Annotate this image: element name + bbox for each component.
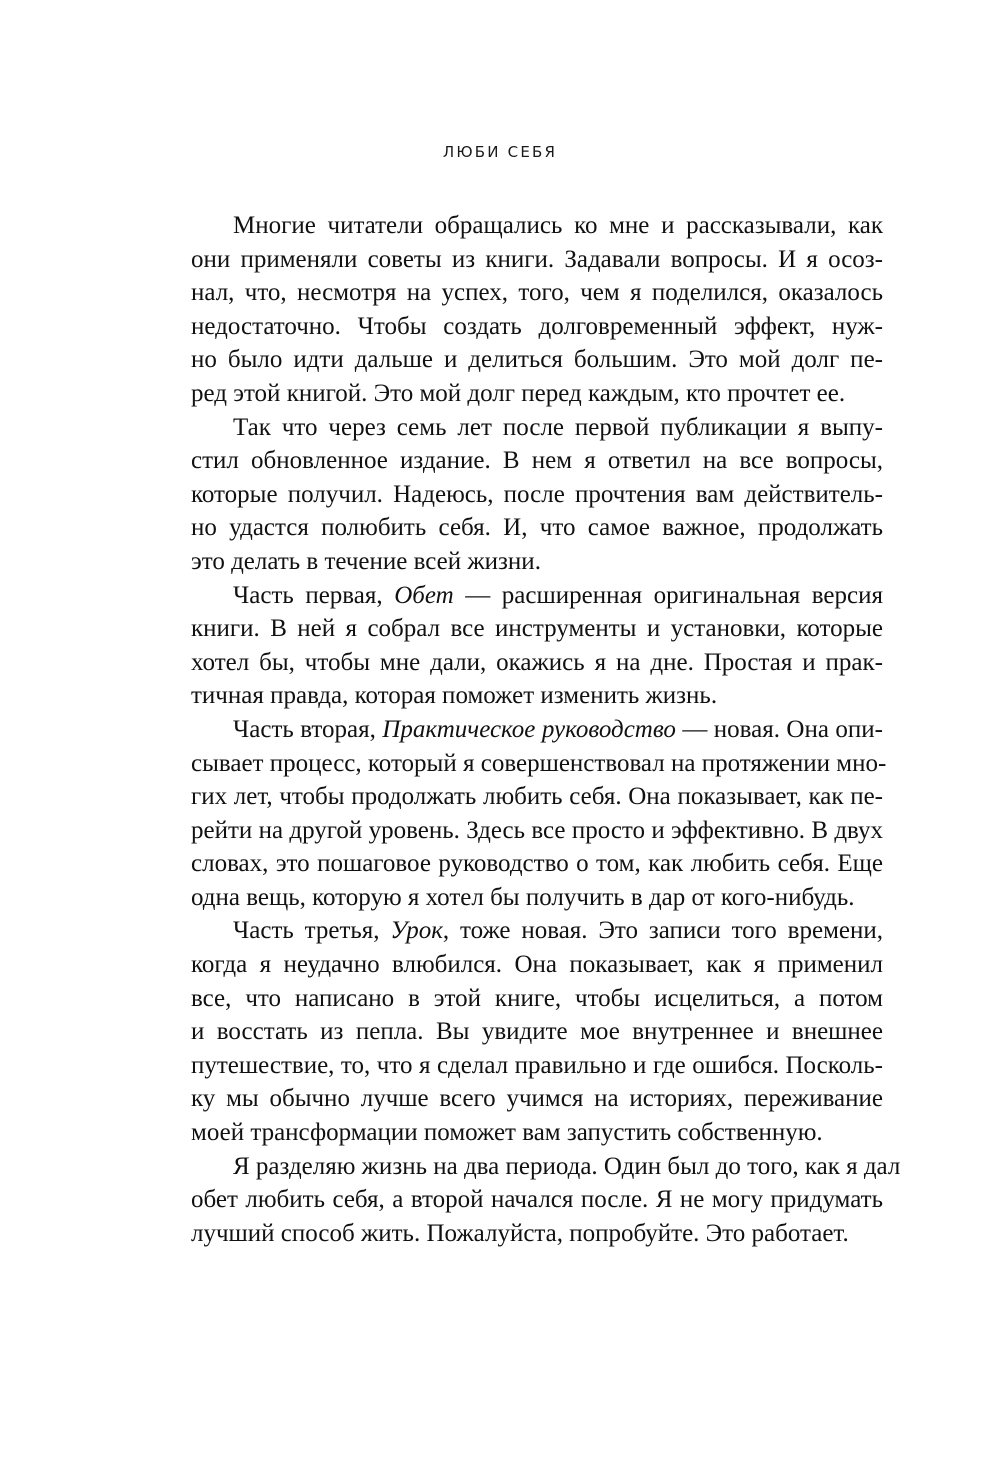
paragraph-first-line [191, 579, 883, 613]
text-line: когда я неудачно влюбился. Она показывает, как я применил [191, 951, 883, 979]
paragraph-first-line: Многие читатели обращались ко мне и рассказывали, как [233, 212, 883, 239]
text-run: — расширенная оригинальная версия [453, 581, 883, 609]
text-line: и восстать из пепла. Вы увидите мое внутреннее и внешнее [191, 1018, 883, 1046]
text-line: ред этой книгой. Это мой долг перед каждым, кто прочтет ее. [191, 379, 846, 407]
text-run: Часть первая, [233, 581, 395, 609]
text-line: сывает процесс, который я совершенствовал на протяжении мно- [191, 749, 887, 777]
paragraph-first-line: Так что через семь лет после первой публикации я выпу- [233, 413, 883, 441]
text-line: путешествие, то, что я сделал правильно и где ошибся. Посколь- [191, 1051, 883, 1079]
text-line: которые получил. Надеюсь, после прочтения вам действитель- [191, 480, 883, 508]
paragraph-first-line: Я разделяю жизнь на два периода. Один был до того, как я дал [233, 1152, 901, 1180]
text-line: это делать в течение всей жизни. [191, 547, 541, 575]
text-line: но удастся полюбить себя. И, что самое важное, продолжать [191, 514, 883, 542]
text-run: — новая. Она опи- [675, 715, 883, 743]
text-line: недостаточно. Чтобы создать долговременный эффект, нуж- [191, 312, 883, 340]
text-line: обет любить себя, а второй начался после. Я не могу придумать [191, 1186, 883, 1214]
text-line: стил обновленное издание. В нем я ответил на все вопросы, [191, 447, 883, 475]
text-line: они применяли советы из книги. Задавали вопросы. И я осоз- [191, 245, 883, 273]
italic-title: Практическое руководство [382, 715, 676, 743]
text-line: но было идти дальше и делиться большим. Это мой долг пе- [191, 346, 883, 374]
text-line: моей трансформации поможет вам запустить собственную. [191, 1119, 823, 1147]
text-line: рейти на другой уровень. Здесь все просто и эффективно. В двух [191, 816, 883, 844]
text-line: хотел бы, чтобы мне дали, окажись я на дне. Простая и прак- [191, 648, 883, 676]
text-run: , тоже новая. Это записи того времени, [442, 917, 883, 945]
text-line: одна вещь, которую я хотел бы получить в дар от кого-нибудь. [191, 883, 855, 911]
text-line: ку мы обычно лучше всего учимся на историях, переживание [191, 1085, 883, 1113]
paragraph-first-line [191, 713, 883, 747]
text-line: гих лет, чтобы продолжать любить себя. Она показывает, как пе- [191, 783, 883, 811]
text-line: книги. В ней я собрал все инструменты и установки, которые [191, 615, 883, 643]
text-run: Часть третья, [233, 917, 391, 945]
text-line: тичная правда, которая поможет изменить жизнь. [191, 682, 718, 710]
italic-title: Обет [394, 581, 454, 609]
paragraph-first-line [191, 914, 883, 948]
text-line: лучший способ жить. Пожалуйста, попробуйте. Это работает. [191, 1219, 849, 1247]
italic-title: Урок [390, 917, 443, 945]
text-line: все, что написано в этой книге, чтобы исцелиться, а потом [191, 984, 883, 1012]
text-line: словах, это пошаговое руководство о том, как любить себя. Еще [191, 850, 883, 878]
body-text [191, 209, 901, 1250]
text-line: нал, что, несмотря на успех, того, чем я поделился, оказалось [191, 279, 883, 307]
text-run: Часть вторая, [233, 715, 383, 743]
running-head: ЛЮБИ СЕБЯ [442, 143, 558, 161]
